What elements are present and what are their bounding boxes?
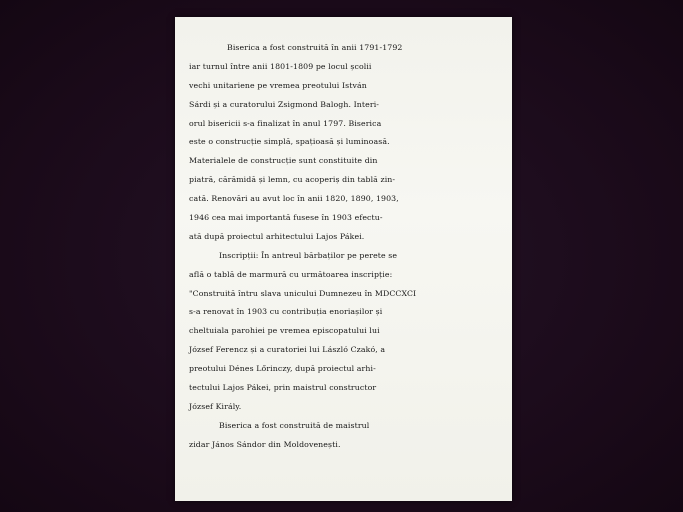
plaque-line: cată. Renovări au avut loc în anii 1820, 1890, 1903, bbox=[189, 194, 399, 204]
plaque-line: află o tablă de marmură cu următoarea inscripție: bbox=[189, 269, 393, 279]
plaque-line: preotului Dénes Lőrinczy, după proiectul arhi- bbox=[189, 364, 376, 374]
plaque-line: cheltuiala parohiei pe vremea episcopatului lui bbox=[189, 326, 380, 336]
plaque-text-block bbox=[189, 39, 509, 455]
inscription-plaque bbox=[175, 17, 512, 501]
plaque-line: iar turnul între anii 1801-1809 pe locul școlii bbox=[189, 61, 372, 71]
plaque-line: Inscripții: În antreul bărbaților pe perete se bbox=[219, 250, 398, 260]
plaque-line: "Construită întru slava unicului Dumnezeu în MDCCXCI bbox=[189, 288, 417, 298]
plaque-line: Biserica a fost construită în anii 1791-1792 bbox=[227, 43, 403, 52]
plaque-line: Materialele de construcție sunt constituite din bbox=[189, 156, 378, 166]
plaque-line: ată după proiectul arhitectului Lajos Pákei. bbox=[189, 231, 365, 241]
plaque-line: piatră, cărămidă și lemn, cu acoperiș din tablă zin- bbox=[189, 175, 396, 185]
plaque-line: este o construcție simplă, spațioasă și luminoasă. bbox=[189, 137, 390, 147]
plaque-line: 1946 cea mai importantă fusese în 1903 efectu- bbox=[189, 213, 383, 223]
plaque-line: József Ferencz și a curatoriei lui László Czakó, a bbox=[189, 345, 386, 355]
plaque-line: orul bisericii s-a finalizat în anul 1797. Biserica bbox=[189, 118, 382, 128]
plaque-line: Biserica a fost construită de maistrul bbox=[219, 420, 370, 430]
plaque-line: Sárdi și a curatorului Zsigmond Balogh. Interi- bbox=[189, 99, 380, 109]
plaque-line: s-a renovat în 1903 cu contribuția enoriașilor și bbox=[189, 307, 383, 317]
plaque-line: tectului Lajos Pákei, prin maistrul constructor bbox=[189, 383, 377, 393]
plaque-line: vechi unitariene pe vremea preotului István bbox=[189, 80, 367, 90]
plaque-line: zidar János Sándor din Moldovenești. bbox=[189, 439, 341, 449]
plaque-line: József Király. bbox=[189, 401, 242, 411]
